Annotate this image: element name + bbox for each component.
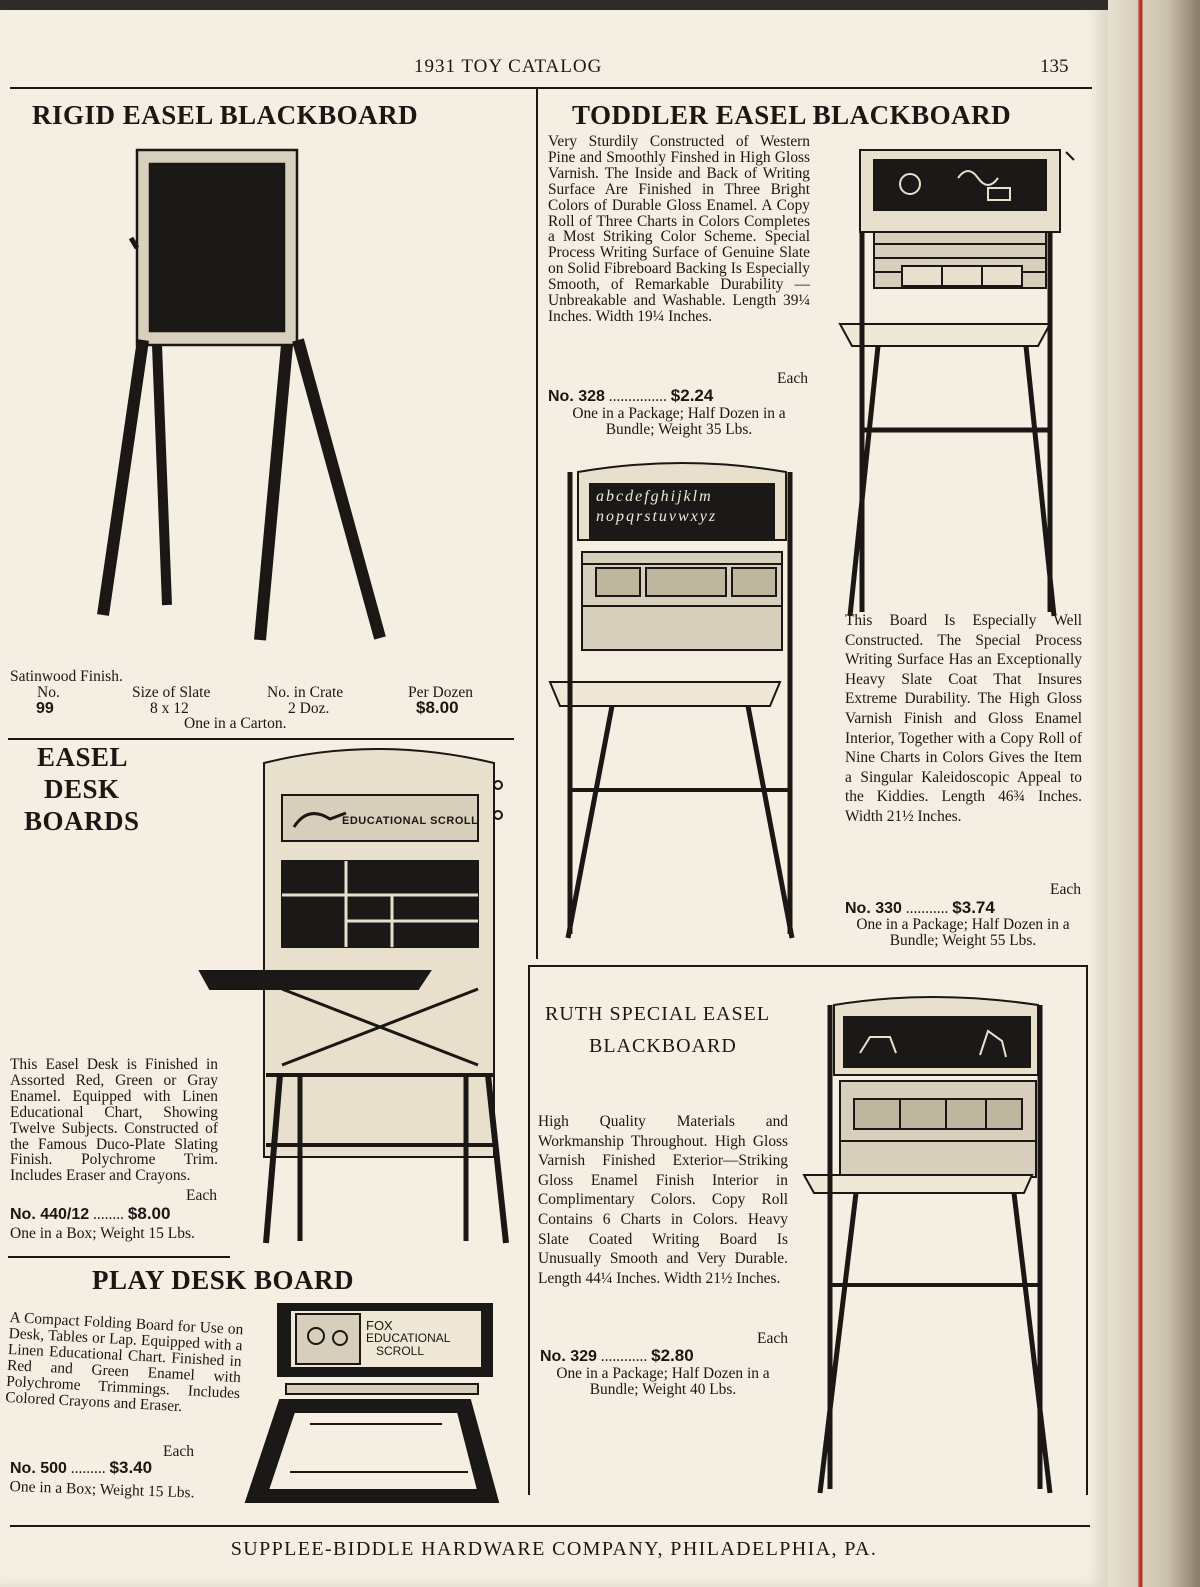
- rigid-col-crate: No. in Crate: [267, 684, 344, 701]
- toddler-packing: One in a Package; Half Dozen in a Bundle; Weight 35 Lbs.: [572, 405, 786, 438]
- board-330-each: Each: [1050, 881, 1081, 898]
- rigid-col-price: Per Dozen: [408, 684, 473, 701]
- running-title: 1931 TOY CATALOG: [414, 56, 603, 77]
- ruth-price-line: [540, 1346, 694, 1366]
- play-scroll-line-2: EDUCATIONAL: [366, 1331, 451, 1345]
- toddler-dots: ...............: [608, 388, 667, 405]
- board-330-chart-line-1: abcdefghijklm: [596, 488, 713, 505]
- board-330-dots: ...........: [905, 900, 949, 917]
- page-number: 135: [1040, 56, 1069, 77]
- rigid-crate: 2 Doz.: [288, 700, 330, 717]
- board-330-no: No. 330: [845, 900, 902, 917]
- easel-desk-price: $8.00: [127, 1204, 171, 1223]
- play-section-rule: [8, 1256, 230, 1258]
- ruth-easel-illustration: [800, 995, 1060, 1495]
- rigid-col-size: Size of Slate: [132, 684, 211, 701]
- footer-rule: [10, 1525, 1090, 1527]
- board-330-price-line: [845, 898, 995, 918]
- toddler-no: No. 328: [548, 388, 605, 405]
- easel-desk-each: Each: [186, 1187, 217, 1204]
- easel-desk-title-1: EASEL: [37, 742, 129, 772]
- easel-desk-scroll-label: EDUCATIONAL SCROLL: [342, 815, 479, 827]
- rigid-col-no: No.: [37, 684, 60, 701]
- ruth-each: Each: [757, 1330, 788, 1347]
- board-330-description: This Board Is Especially Well Constructed. The Special Process Writing Surface Has an Exceptionally Heavy Slate Coat That Insures Extreme Durability. The High Gloss Varnish Finish and Gloss Enamel Interior, Together with a Copy Roll of Nine Charts in Colors Gives the Item a Singular Kaleidoscopic Appeal to the Kiddies. Length 46¾ Inches. Width 21½ Inches.: [845, 612, 1082, 825]
- play-packing: One in a Box; Weight 15 Lbs.: [9, 1478, 195, 1502]
- play-description: A Compact Folding Board for Use on Desk, Tables or Lap. Equipped with a Linen Educational Chart. Finished in Red and Green Enamel with Polychrome Trimmings. Includes Colored Crayons and Eraser.: [5, 1309, 244, 1415]
- scan-edge: [0, 0, 1108, 10]
- easel-desk-title-2: DESK: [44, 774, 120, 804]
- rigid-price: $8.00: [416, 698, 459, 717]
- ruth-dots: ............: [600, 1348, 648, 1365]
- ruth-title-2: BLACKBOARD: [589, 1035, 737, 1057]
- easel-desk-title-3: BOARDS: [24, 806, 140, 836]
- easel-desk-price-line: [10, 1204, 170, 1224]
- rigid-size: 8 x 12: [150, 700, 189, 717]
- toddler-price: $2.24: [670, 386, 714, 405]
- ruth-box-right: [1086, 965, 1088, 1495]
- board-330-chart-line-2: nopqrstuvwxyz: [596, 508, 718, 525]
- book-spine-edge: [1108, 0, 1200, 1587]
- toddler-each: Each: [777, 370, 808, 387]
- play-scroll-line-1: FOX: [366, 1318, 393, 1333]
- rigid-finish: Satinwood Finish.: [10, 668, 123, 685]
- play-price-line: [10, 1458, 152, 1478]
- ruth-box-left: [528, 965, 530, 1495]
- play-desk-title: PLAY DESK BOARD: [92, 1265, 355, 1295]
- toddler-description: Very Sturdily Constructed of Western Pine and Smoothly Finshed in High Gloss Varnish. The Inside and Back of Writing Surface Are Finished in Three Bright Colors of Durable Gloss Enamel. A Copy Roll of Three Charts in Colors Completes a Most Striking Color Scheme. Special Process Writing Surface of Genuine Slate on Solid Fibreboard Backing Is Especially Smooth, of Remarkable Durability — Unbreakable and Washable. Length 39¼ Inches. Width 19¼ Inches.: [548, 133, 810, 325]
- publisher-footer: SUPPLEE-BIDDLE HARDWARE COMPANY, PHILADELPHIA, PA.: [230, 1538, 878, 1560]
- header-rule: [10, 87, 1092, 89]
- ruth-box-top: [528, 965, 1088, 967]
- easel-desk-dots: ........: [93, 1206, 125, 1223]
- rigid-no: 99: [36, 700, 54, 717]
- ruth-description: High Quality Materials and Workmanship Throughout. High Gloss Varnish Finished Exterior—Striking Gloss Enamel Finish Interior in Complimentary Colors. Copy Roll Contains 6 Charts in Colors. Heavy Slate Coated Writing Board Is Unusually Smooth and Very Durable. Length 44¼ Inches. Width 21½ Inches.: [538, 1113, 788, 1287]
- ruth-title-1: RUTH SPECIAL EASEL: [545, 1003, 771, 1025]
- board-330-price: $3.74: [952, 898, 995, 917]
- toddler-easel-title: TODDLER EASEL BLACKBOARD: [572, 100, 1012, 130]
- easel-desk-packing: One in a Box; Weight 15 Lbs.: [10, 1225, 195, 1242]
- easel-desk-description: This Easel Desk is Finished in Assorted Red, Green or Gray Enamel. Equipped with Linen Educational Chart, Showing Twelve Subjects. Constructed of the Famous Duco-Plate Slating Finish. Polychrome Trim. Includes Eraser and Crayons.: [10, 1056, 218, 1185]
- ruth-packing: One in a Package; Half Dozen in a Bundle; Weight 40 Lbs.: [556, 1365, 770, 1398]
- column-rule: [536, 89, 538, 959]
- rigid-packing: One in a Carton.: [184, 715, 287, 732]
- play-each: Each: [163, 1443, 194, 1460]
- rigid-easel-title: RIGID EASEL BLACKBOARD: [32, 100, 419, 130]
- play-price: $3.40: [109, 1458, 153, 1477]
- easel-desk-no: No. 440/12: [10, 1206, 90, 1223]
- toddler-easel-illustration: [838, 148, 1083, 618]
- board-330-packing: One in a Package; Half Dozen in a Bundle; Weight 55 Lbs.: [856, 916, 1070, 949]
- play-scroll-line-3: SCROLL: [376, 1344, 425, 1358]
- ruth-no: No. 329: [540, 1348, 597, 1365]
- ruth-price: $2.80: [651, 1346, 694, 1365]
- rigid-section-rule: [8, 738, 514, 740]
- play-dots: .........: [70, 1460, 106, 1477]
- rigid-easel-illustration: [95, 140, 425, 660]
- board-330-illustration: [542, 460, 817, 940]
- play-no: No. 500: [10, 1460, 67, 1477]
- toddler-price-line: [548, 386, 713, 406]
